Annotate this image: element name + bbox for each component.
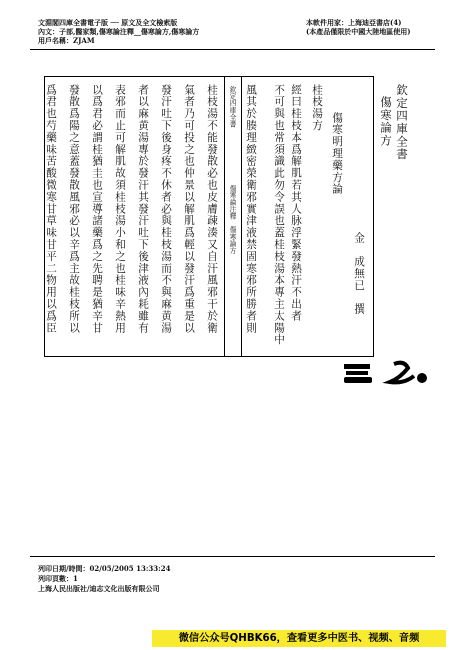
siku-logo-icon: [342, 360, 432, 388]
heading-siku: 欽定四庫全書: [395, 84, 409, 161]
frame-right-line: [373, 76, 374, 357]
frame-top-line: [44, 76, 374, 77]
text-column-11: 爲君也芍藥味苦酸微寒甘草味甘平二物用以爲臣: [45, 84, 57, 334]
center-strip-left: [224, 76, 225, 357]
header-product-line: 文淵閣四庫全書電子版 ── 原文及全文檢索版: [38, 18, 178, 27]
print-date: 列印日期/時間：02/05/2005 13:33:24: [38, 564, 171, 573]
heading-shanghan-lunfang: 傷寒論方: [379, 96, 393, 148]
center-strip-subtitle: 傷寒論注釋 傷寒論方: [228, 185, 236, 254]
header-username: 用戶名稱：ZJAM: [38, 36, 95, 45]
text-column-9: 以爲君必謂桂猶圭也宣導諸藥爲之先聘是猶辛甘: [91, 84, 103, 334]
header-region-notice: (本產品僅限於中國大陸地區使用): [306, 27, 411, 36]
wechat-promo-banner: 微信公众号QHBK66，查看更多中医书、视频、音频: [152, 630, 446, 647]
text-column-5: 氣者乃可投之也仲景以解肌爲輕以發汗爲重是以: [183, 84, 195, 334]
print-pages: 列印頁數：1: [38, 574, 78, 583]
text-column-8: 表邪而止可解肌故須桂枝湯小和之也桂味辛熱用: [114, 84, 126, 334]
publisher-line: 上海人民出版社/迪志文化出版有限公司: [38, 584, 160, 593]
section-title: 桂枝湯方: [311, 84, 323, 132]
frame-bottom-line: [44, 356, 374, 357]
header-content-path: 內文：子部,醫家類,傷寒論注釋__傷寒論方,傷寒論方: [38, 27, 200, 36]
center-strip-right: [241, 76, 242, 357]
text-column-10: 發散爲陽之意蓋發散風邪必以辛爲主故桂枝所以: [68, 84, 80, 334]
text-column-6: 發汗吐下後身疼不休者必與桂枝湯而不與麻黄湯: [160, 84, 172, 334]
print-header-right: [306, 18, 411, 36]
text-column-3: 風其於腠理緻密榮衛邪實津液禁固寒邪所勝者則: [245, 84, 257, 334]
text-column-2: 不可與也常須識此勿令誤也蓋桂枝湯本專主太陽中: [273, 84, 285, 346]
center-strip-title: 欽定四庫全書: [228, 86, 236, 128]
author-line: 金 成無已 撰: [353, 232, 365, 316]
text-column-4: 桂枝湯不能發散必也皮膚疎湊又自汗風邪干於衛: [206, 84, 218, 334]
header-rule: [30, 49, 435, 50]
text-column-7: 者以麻黄湯專於發汗其發汗吐下後津液內耗雖有: [137, 84, 149, 334]
print-header-left: [38, 18, 199, 45]
book-title: 傷寒明理藥方論: [331, 112, 343, 196]
footer-rule: [30, 556, 435, 557]
header-licensee: 本軟件用家：上海迪亞書店(4): [306, 18, 402, 27]
text-column-1: 經曰桂枝本爲解肌若其人脉浮緊發熱汗不出者: [290, 84, 302, 322]
